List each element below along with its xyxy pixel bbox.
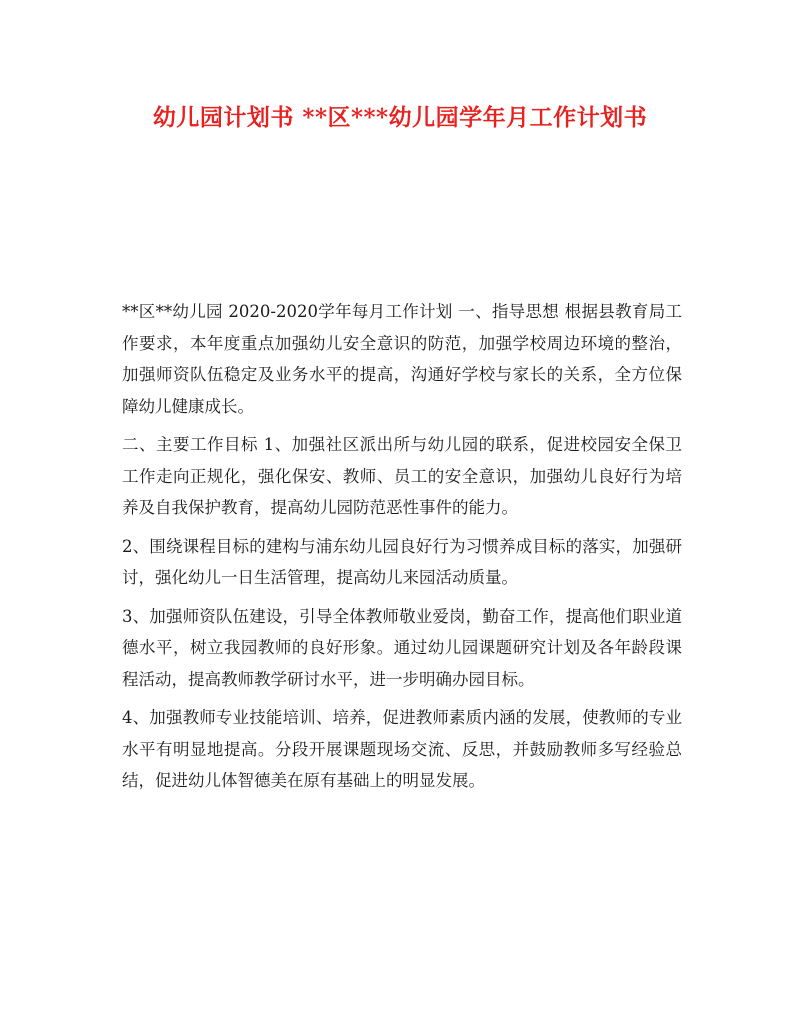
paragraph-main-goals: 二、主要工作目标 1、加强社区派出所与幼儿园的联系，促进校园安全保卫工作走向正规化，强化保安、教师、员工的安全意识，加强幼儿良好行为培养及自我保护教育，提高幼儿园防范恶性事件的能力。 [122,435,682,517]
paragraph-goal-3: 3、加强师资队伍建设，引导全体教师敬业爱岗，勤奋工作，提高他们职业道德水平，树立我园教师的良好形象。通过幼儿园课题研究计划及各年龄段课程活动，提高教师教学研讨水平，进一步明确办园目标。 [122,606,682,689]
paragraph-goal-2: 2、围绕课程目标的建构与浦东幼儿园良好行为习惯养成目标的落实，加强研讨，强化幼儿一日生活管理，提高幼儿来园活动质量。 [122,536,682,587]
paragraph-goal-4: 4、加强教师专业技能培训、培养，促进教师素质内涵的发展，使教师的专业水平有明显地提高。分段开展课题现场交流、反思，并鼓励教师多写经验总结，促进幼儿体智德美在原有基础上的明显发展。 [122,708,682,790]
paragraph-guiding-ideology: **区**幼儿园 2020-2020学年每月工作计划 一、指导思想 根据县教育局工作要求，本年度重点加强幼儿安全意识的防范，加强学校周边环境的整治，加强师资队伍稳定及业务水平的提高，沟通好学校与家长的关系，全方位保障幼儿健康成长。 [122,302,682,416]
document-title: 幼儿园计划书 **区***幼儿园学年月工作计划书 [152,104,648,131]
document-body [122,296,682,804]
